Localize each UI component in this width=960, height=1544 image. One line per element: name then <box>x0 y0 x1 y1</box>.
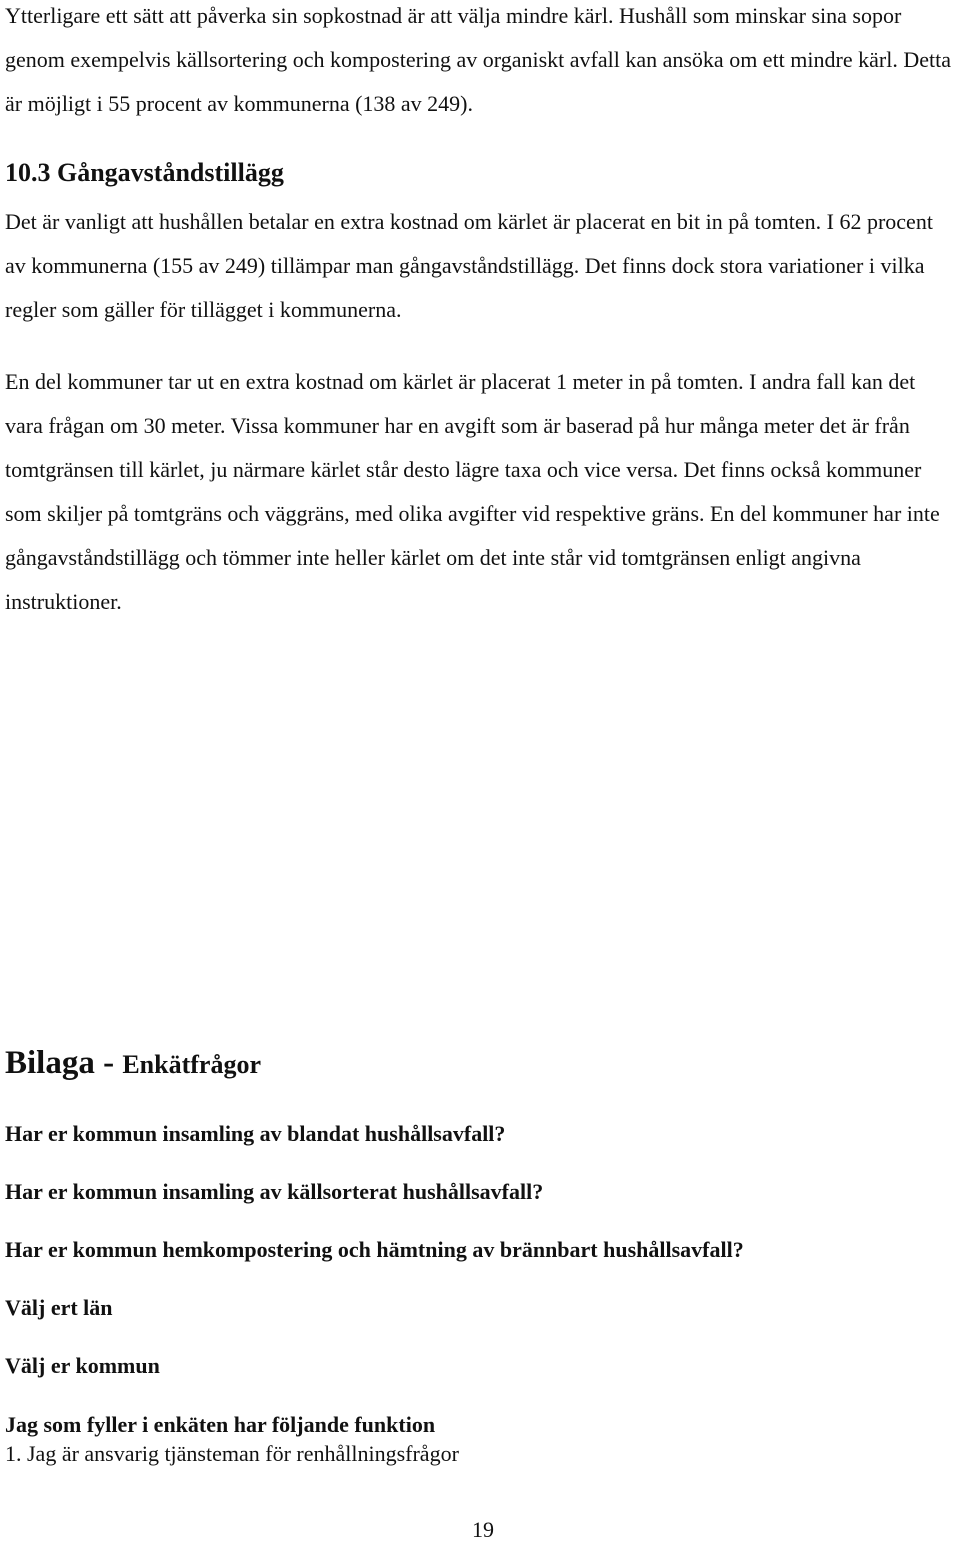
appendix-title <box>5 1040 261 1087</box>
question-6: Jag som fyller i enkäten har följande funktion <box>5 1412 436 1437</box>
question-4: Välj ert län <box>5 1295 113 1320</box>
section-paragraph-1: Det är vanligt att hushållen betalar en extra kostnad om kärlet är placerat en bit in på tomten. I 62 procent av kommunerna (155 av 249) tillämpar man gångavståndstillägg. Det finns dock stora variationer i vilka regler som gäller för tillägget i kommunerna. <box>5 209 933 322</box>
section-heading: 10.3 Gångavståndstillägg <box>5 158 284 187</box>
intro-paragraph: Ytterligare ett sätt att påverka sin sopkostnad är att välja mindre kärl. Hushåll som minskar sina sopor genom exempelvis källsortering och kompostering av organiskt avfall kan ansöka om ett mindre kärl. Detta är möjligt i 55 procent av kommunerna (138 av 249). <box>5 3 951 116</box>
question-2: Har er kommun insamling av källsorterat hushållsavfall? <box>5 1179 544 1204</box>
page-number: 19 <box>472 1517 494 1542</box>
appendix-title-sub: Enkätfrågor <box>122 1050 262 1079</box>
answer-option-1: 1. Jag är ansvarig tjänsteman för renhållningsfrågor <box>5 1441 459 1466</box>
question-5: Välj er kommun <box>5 1353 160 1378</box>
section-paragraph-2: En del kommuner tar ut en extra kostnad om kärlet är placerat 1 meter in på tomten. I andra fall kan det vara frågan om 30 meter. Vissa kommuner har en avgift som är baserad på hur många meter det är från tomtgränsen till kärlet, ju närmare kärlet står desto lägre taxa och vice versa. Det finns också kommuner som skiljer på tomtgräns och väggräns, med olika avgifter vid respektive gräns. En del kommuner har inte gångavståndstillägg och tömmer inte heller kärlet om det inte står vid tomtgränsen enligt angivna instruktioner. <box>5 369 940 614</box>
question-1: Har er kommun insamling av blandat hushållsavfall? <box>5 1121 506 1146</box>
question-3: Har er kommun hemkompostering och hämtning av brännbart hushållsavfall? <box>5 1237 744 1262</box>
appendix-title-main: Bilaga - <box>5 1045 123 1081</box>
